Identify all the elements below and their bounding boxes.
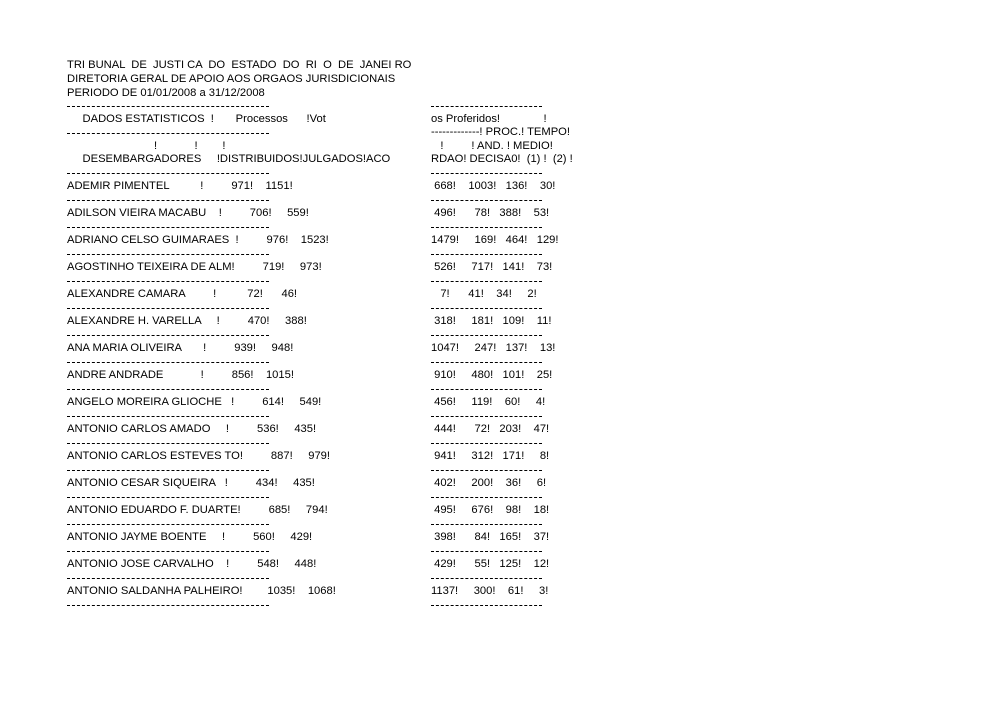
table-row-left: ANTONIO EDUARDO F. DUARTE! 685! 794! xyxy=(67,504,328,516)
divider xyxy=(431,389,542,390)
table-row-right: 1479! 169! 464! 129! xyxy=(431,234,559,246)
table-header-row4-left: DESEMBARGADORES !DISTRIBUIDOS!JULGADOS!ACO xyxy=(67,153,391,165)
table-row-right: 456! 119! 60! 4! xyxy=(431,396,546,408)
divider xyxy=(67,362,269,363)
table-row-left: ANTONIO JOSE CARVALHO ! 548! 448! xyxy=(67,558,317,570)
table-row-right: 526! 717! 141! 73! xyxy=(431,261,553,273)
table-header-row3-right: ! ! AND. ! MEDIO! xyxy=(431,140,553,152)
divider xyxy=(67,551,269,552)
table-header-row1-right: os Proferidos! ! xyxy=(431,113,547,125)
divider xyxy=(67,227,269,228)
table-header-row4-right: RDAO! DECISA0! (1) ! (2) ! xyxy=(431,153,573,165)
divider xyxy=(67,106,269,107)
table-row-left: ANA MARIA OLIVEIRA ! 939! 948! xyxy=(67,342,294,354)
table-row-left: ANTONIO CARLOS AMADO ! 536! 435! xyxy=(67,423,317,435)
table-row-left: ALEXANDRE CAMARA ! 72! 46! xyxy=(67,288,298,300)
table-row-left: ALEXANDRE H. VARELLA ! 470! 388! xyxy=(67,315,307,327)
table-row-left: ANDRE ANDRADE ! 856! 1015! xyxy=(67,369,294,381)
divider xyxy=(67,133,269,134)
divider xyxy=(431,497,542,498)
table-row-right: 1047! 247! 137! 13! xyxy=(431,342,556,354)
table-header-row1-left: DADOS ESTATISTICOS ! Processos !Vot xyxy=(67,113,326,125)
table-row-right: 7! 41! 34! 2! xyxy=(431,288,537,300)
table-header-row3-left: ! ! ! xyxy=(67,140,226,152)
divider xyxy=(67,281,269,282)
divider xyxy=(431,551,542,552)
table-row-left: ANTONIO CESAR SIQUEIRA ! 434! 435! xyxy=(67,477,315,489)
divider xyxy=(67,308,269,309)
divider xyxy=(431,281,542,282)
table-row-right: 429! 55! 125! 12! xyxy=(431,558,550,570)
divider xyxy=(431,308,542,309)
table-row-left: ANTONIO JAYME BOENTE ! 560! 429! xyxy=(67,531,313,543)
divider xyxy=(431,254,542,255)
table-row-right: 495! 676! 98! 18! xyxy=(431,504,550,516)
divider xyxy=(67,443,269,444)
period: PERIODO DE 01/01/2008 a 31/12/2008 xyxy=(67,87,265,99)
table-row-left: AGOSTINHO TEIXEIRA DE ALM! 719! 973! xyxy=(67,261,322,273)
divider xyxy=(431,524,542,525)
divider xyxy=(431,416,542,417)
divider xyxy=(67,416,269,417)
table-row-left: ANGELO MOREIRA GLIOCHE ! 614! 549! xyxy=(67,396,322,408)
divider xyxy=(431,578,542,579)
table-row-left: ANTONIO CARLOS ESTEVES TO! 887! 979! xyxy=(67,450,331,462)
divider xyxy=(431,227,542,228)
table-row-left: ANTONIO SALDANHA PALHEIRO! 1035! 1068! xyxy=(67,585,336,597)
divider xyxy=(431,173,542,174)
table-row-right: 398! 84! 165! 37! xyxy=(431,531,550,543)
divider xyxy=(431,200,542,201)
divider xyxy=(67,524,269,525)
table-row-left: ADILSON VIEIRA MACABU ! 706! 559! xyxy=(67,207,309,219)
table-row-right: 941! 312! 171! 8! xyxy=(431,450,550,462)
divider xyxy=(67,200,269,201)
table-header-row2-right: -------------! PROC.! TEMPO! xyxy=(431,126,570,138)
divider xyxy=(431,335,542,336)
divider xyxy=(67,173,269,174)
divider xyxy=(431,362,542,363)
divider xyxy=(67,578,269,579)
court-name: TRI BUNAL DE JUSTI CA DO ESTADO DO RI O DE JANEI RO xyxy=(67,59,412,71)
divider xyxy=(431,605,542,606)
table-row-right: 496! 78! 388! 53! xyxy=(431,207,550,219)
table-row-right: 402! 200! 36! 6! xyxy=(431,477,547,489)
divider xyxy=(67,470,269,471)
divider xyxy=(67,389,269,390)
table-row-right: 318! 181! 109! 11! xyxy=(431,315,552,327)
divider xyxy=(67,254,269,255)
divider xyxy=(431,443,542,444)
divider xyxy=(67,605,269,606)
table-row-right: 910! 480! 101! 25! xyxy=(431,369,553,381)
divider xyxy=(67,335,269,336)
table-row-right: 1137! 300! 61! 3! xyxy=(431,585,549,597)
directorate-name: DIRETORIA GERAL DE APOIO AOS ORGAOS JURISDICIONAIS xyxy=(67,73,396,85)
table-row-right: 444! 72! 203! 47! xyxy=(431,423,550,435)
divider xyxy=(67,497,269,498)
table-row-left: ADRIANO CELSO GUIMARAES ! 976! 1523! xyxy=(67,234,329,246)
table-row-left: ADEMIR PIMENTEL ! 971! 1151! xyxy=(67,180,293,192)
divider xyxy=(431,106,542,107)
divider xyxy=(431,470,542,471)
table-row-right: 668! 1003! 136! 30! xyxy=(431,180,556,192)
